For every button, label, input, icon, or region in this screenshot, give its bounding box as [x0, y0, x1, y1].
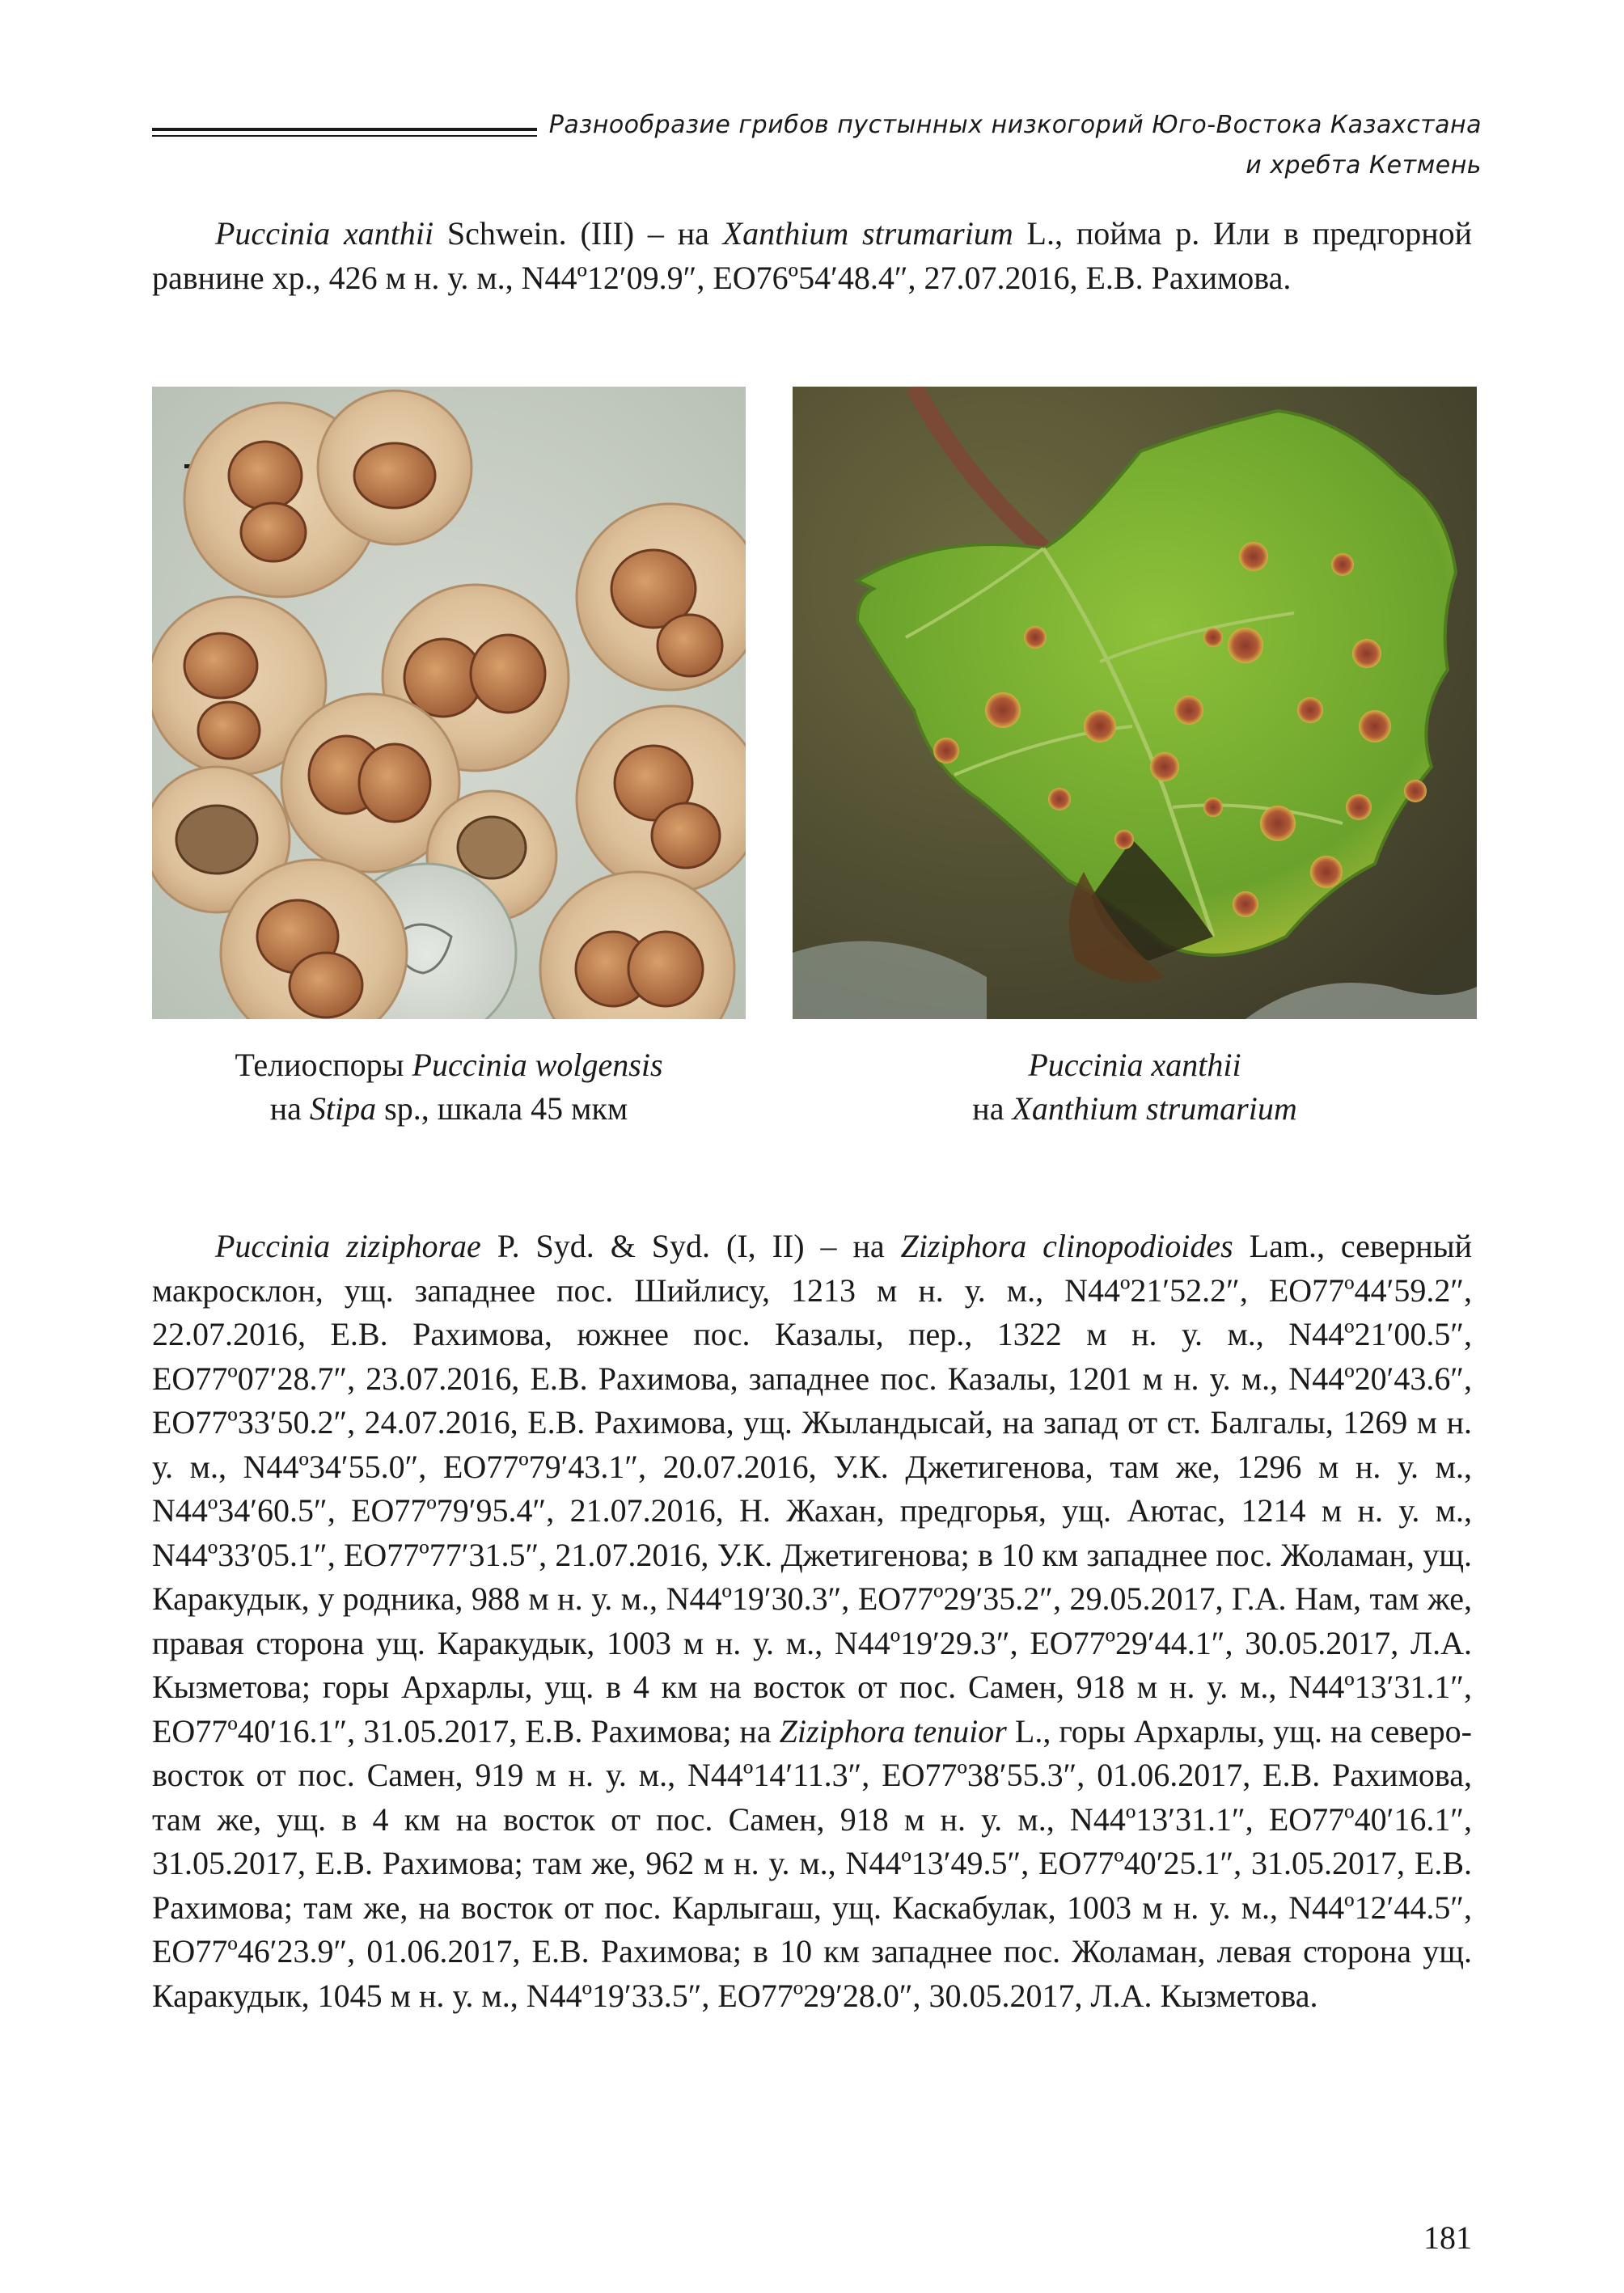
caption-right	[793, 1043, 1477, 1131]
text-run: Lam., северный макросклон, ущ. западнее пос. Шийлису, 1213 м н. у. м., N44º21′52.2″, EO77º44′59.2″, 22.07.2016, Е.В. Рахимова, южнее пос. Казалы, пер., 1322 м н. у. м., N44º21′00.5″, EO77º07′28.7″, 23.07.2016, Е.В. Рахимова, западнее пос. Казалы, 1201 м н. у. м., N44º20′43.6″, EO77º33′50.2″, 24.07.2016, Е.В. Рахимова, ущ. Жыландысай, на запад от ст. Балгалы, 1269 м н. у. м., N44º34′55.0″, EO77º79′43.1″, 20.07.2016, У.К. Джетигенова, там же, 1296 м н. у. м., N44º34′60.5″, EO77º79′95.4″, 21.07.2016, Н. Жахан, предгорья, ущ. Аютас, 1214 м н. у. м., N44º33′05.1″, EO77º77′31.5″, 21.07.2016, У.К. Джетигенова; в 10 км западнее пос. Жоламан, ущ. Каракудык, у родника, 988 м н. у. м., N44º19′30.3″, EO77º29′35.2″, 29.05.2017, Г.А. Нам, там же, правая сторона ущ. Каракудык, 1003 м н. у. м., N44º19′29.3″, EO77º29′44.1″, 30.05.2017, Л.А. Кызметова; горы Архарлы, ущ. в 4 км на восток от пос. Самен, 918 м н. у. м., N44º13′31.1″, EO77º40′16.1″, 31.05.2017, Е.В. Рахимова; на	[152, 1228, 1472, 1749]
caption-left	[152, 1043, 746, 1131]
caption-host: Stipa	[309, 1090, 377, 1127]
xanthium-leaf-photo	[793, 387, 1477, 1019]
running-head	[511, 105, 1482, 186]
text-run: P. Syd. & Syd. (I, II) – на	[480, 1228, 901, 1264]
caption-taxon: Puccinia xanthii	[1028, 1047, 1241, 1083]
caption-text: на	[269, 1090, 310, 1127]
taxon-name: Puccinia ziziphorae	[215, 1228, 481, 1264]
caption-text: Телиоспоры	[235, 1047, 412, 1083]
host-name: Ziziphora clinopodioides	[900, 1228, 1233, 1264]
text-run: Schwein. (III) – на	[433, 215, 723, 252]
text-run: L., пойма р. Или в предгорной равнине хр., 426 м н. у. м., N44º12′09.9″, EO76º54′48.4″, 27.07.2016, Е.В. Рахимова.	[152, 215, 1473, 296]
paragraph-puccinia-xanthii	[152, 212, 1472, 300]
caption-text: sp., шкала 45 мкм	[376, 1090, 628, 1127]
running-head-line2: и хребта Кетмень	[1245, 151, 1482, 180]
rule-thick	[152, 128, 537, 131]
host-name: Ziziphora tenuior	[779, 1712, 1007, 1749]
caption-taxon: Puccinia wolgensis	[412, 1047, 663, 1083]
running-head-rule	[152, 128, 537, 137]
running-head-line1: Разнообразие грибов пустынных низкогорий Юго-Востока Казахстана	[548, 111, 1482, 139]
page-number: 181	[1423, 2219, 1472, 2256]
host-name: Xanthium strumarium	[722, 215, 1013, 252]
rule-thin	[152, 135, 537, 137]
taxon-name: Puccinia xanthii	[215, 215, 434, 252]
text-run: L., горы Архарлы, ущ. на северо-восток от пос. Самен, 919 м н. у. м., N44º14′11.3″, EO77º38′55.3″, 01.06.2017, Е.В. Рахимова, там же, ущ. в 4 км на восток от пос. Самен, 918 м н. у. м., N44º13′31.1″, EO77º40′16.1″, 31.05.2017, Е.В. Рахимова; там же, 962 м н. у. м., N44º13′49.5″, EO77º40′25.1″, 31.05.2017, Е.В. Рахимова; там же, на восток от пос. Карлыгаш, ущ. Каскабулак, 1003 м н. у. м., N44º12′44.5″, EO77º46′23.9″, 01.06.2017, Е.В. Рахимова; в 10 км западнее пос. Жоламан, левая сторона ущ. Каракудык, 1045 м н. у. м., N44º19′33.5″, EO77º29′28.0″, 30.05.2017, Л.А. Кызметова.	[152, 1712, 1472, 2014]
paragraph-puccinia-ziziphorae	[152, 1225, 1472, 2018]
caption-text: на	[972, 1090, 1013, 1127]
caption-host: Xanthium strumarium	[1012, 1090, 1297, 1127]
teliospore-micrograph	[152, 387, 746, 1019]
